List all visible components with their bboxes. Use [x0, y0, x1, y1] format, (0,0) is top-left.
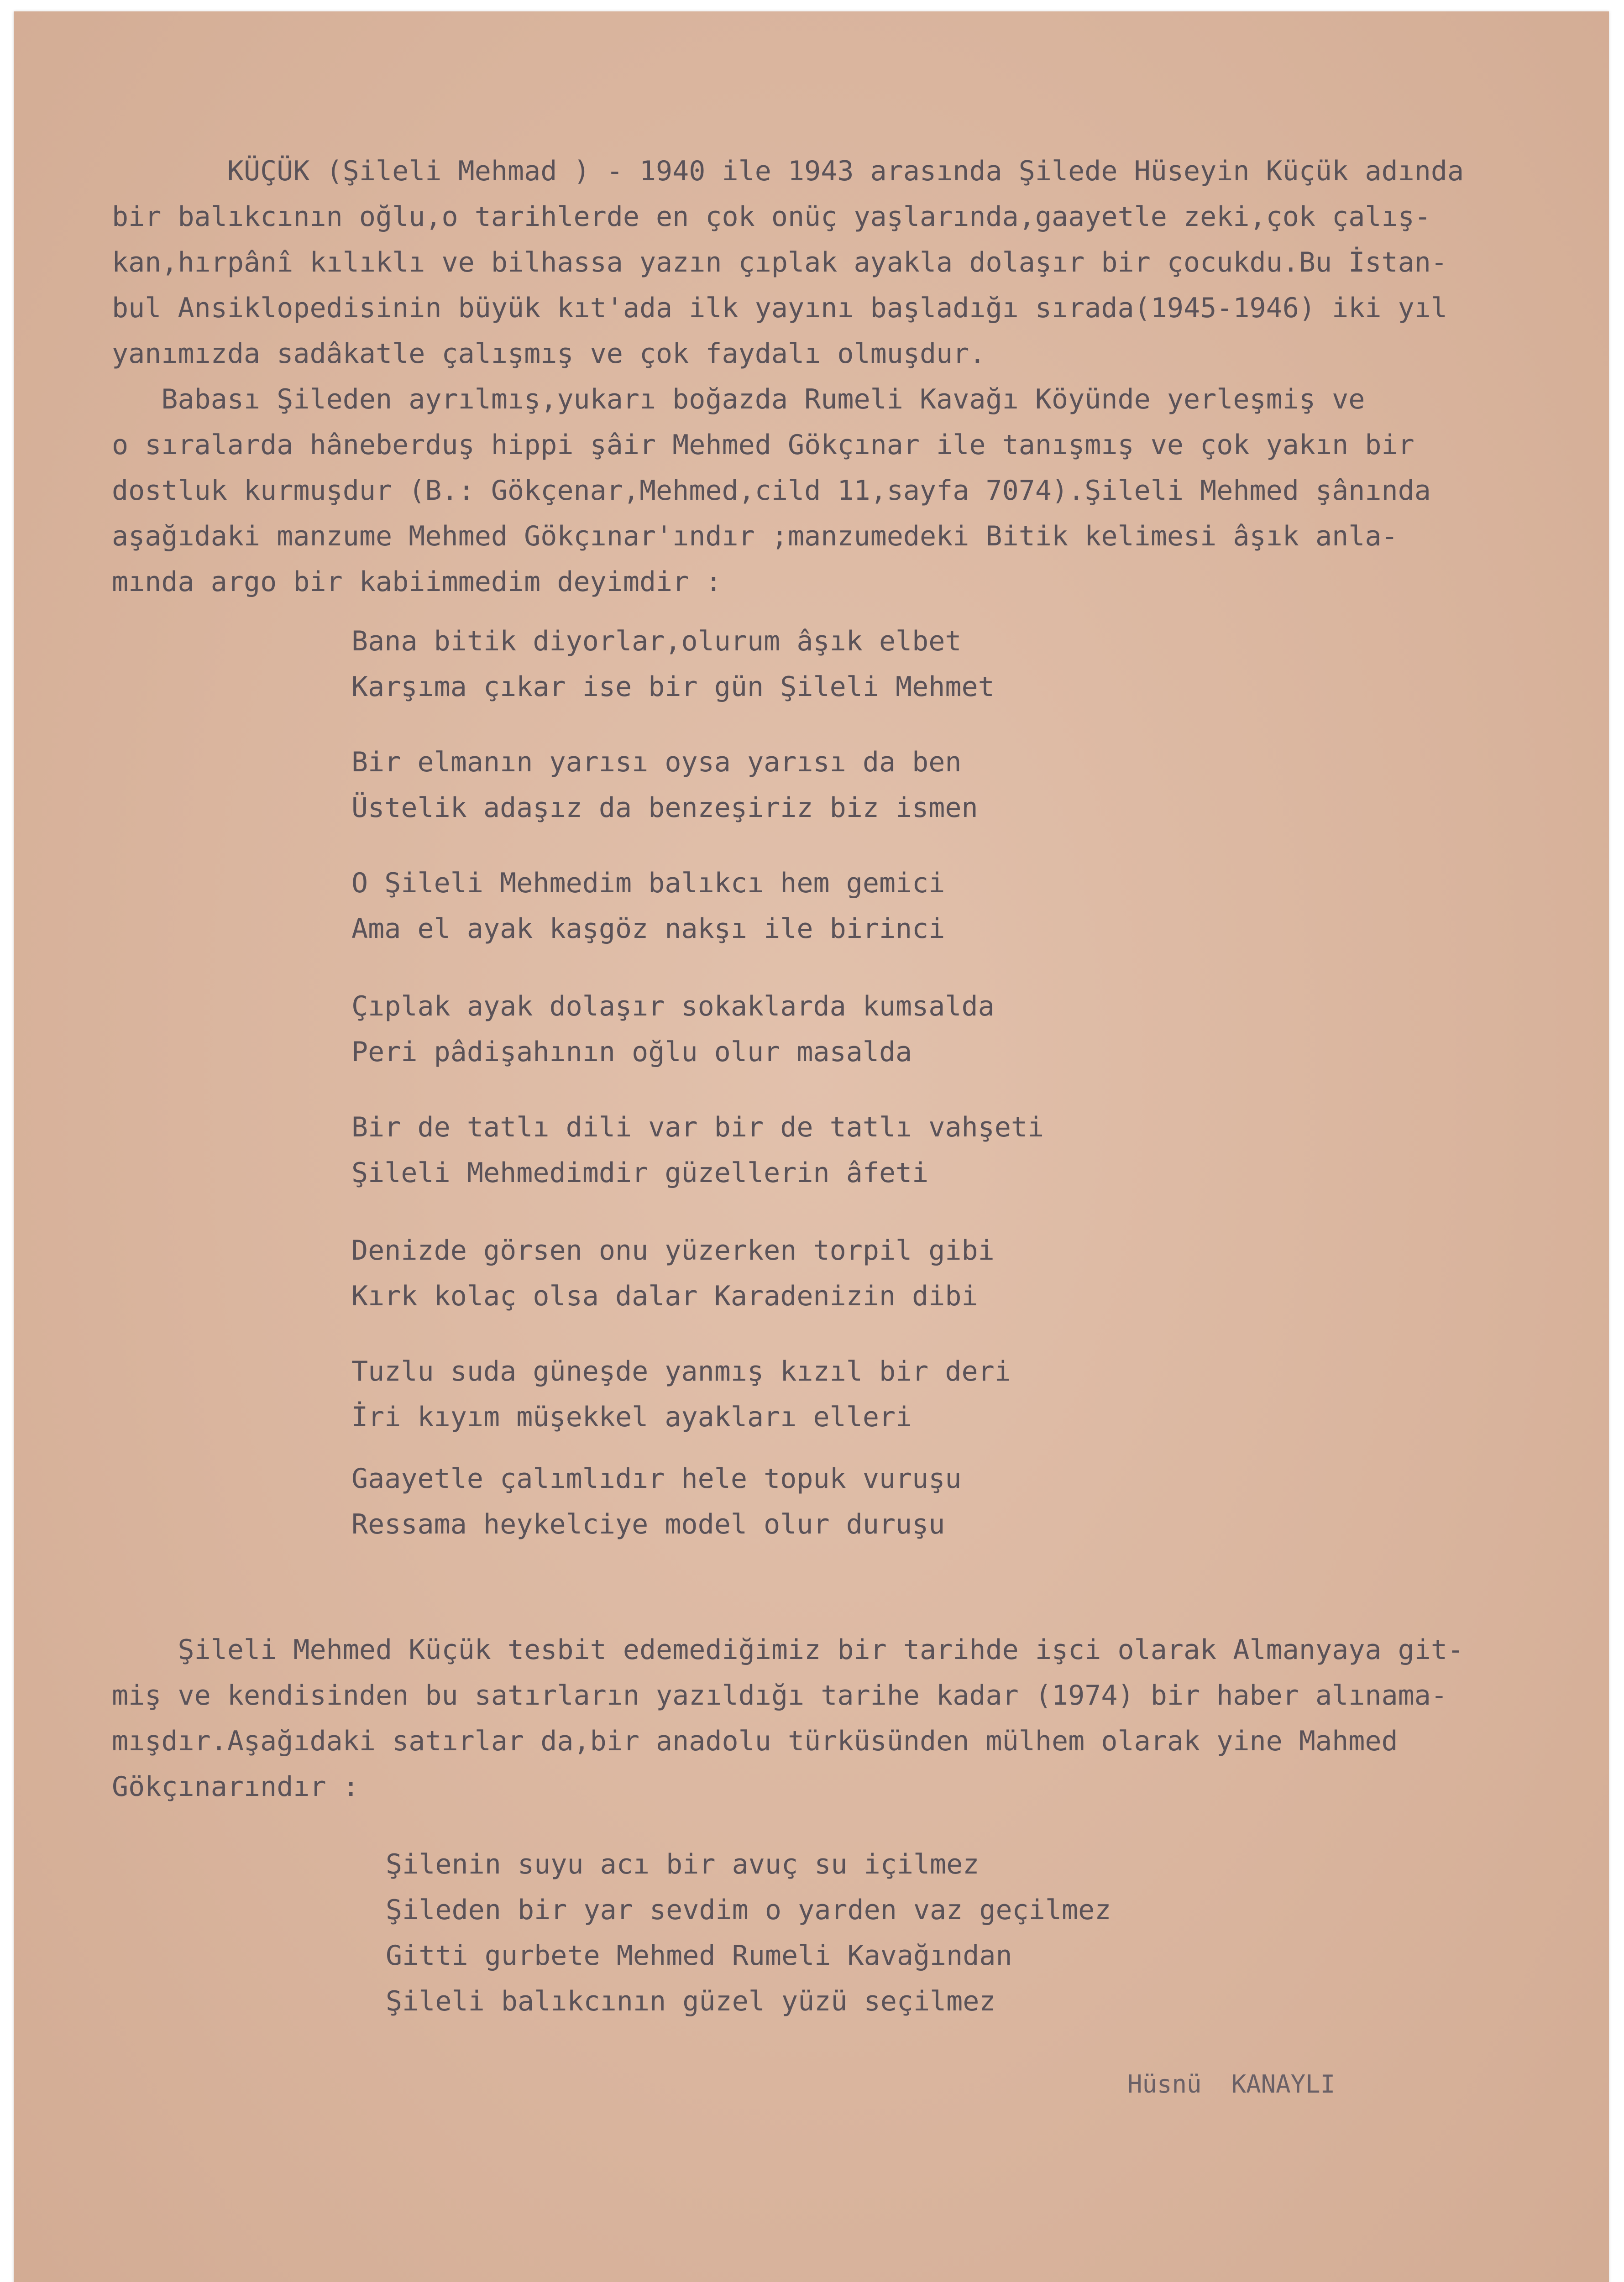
poem1-line-1: Bana bitik diyorlar,olurum âşık elbet [351, 625, 962, 657]
poem1-line-2: Karşıma çıkar ise bir gün Şileli Mehmet [351, 671, 995, 703]
poem1-line-20: İri kıyım müşekkel ayakları elleri [351, 1401, 912, 1433]
author-signature: Hüsnü KANAYLI [1127, 2070, 1336, 2099]
paragraph2-line-4: aşağıdaki manzume Mehmed Gökçınar'ındır ;manzumedeki Bitik kelimesi âşık anla- [112, 520, 1398, 552]
paragraph1-line-2: bir balıkcının oğlu,o tarihlerde en çok onüç yaşlarında,gaayetle zeki,çok çalış- [112, 201, 1431, 233]
paragraph1-line-1: KÜÇÜK (Şileli Mehmad ) - 1940 ile 1943 arasında Şilede Hüseyin Küçük adında [112, 155, 1464, 187]
poem1-line-23: Ressama heykelciye model olur duruşu [351, 1508, 945, 1540]
paragraph2-line-1: Babası Şileden ayrılmış,yukarı boğazda Rumeli Kavağı Köyünde yerleşmiş ve [112, 383, 1365, 415]
poem2-line-4: Şileli balıkcının güzel yüzü seçilmez [386, 1985, 996, 2017]
poem1-line-19: Tuzlu suda güneşde yanmış kızıl bir deri [351, 1356, 1011, 1387]
paragraph1-line-5: yanımızda sadâkatle çalışmış ve çok faydalı olmuşdur. [112, 338, 986, 370]
paragraph1-line-4: bul Ansiklopedisinin büyük kıt'ada ilk yayını başladığı sırada(1945-1946) iki yıl [112, 292, 1447, 324]
poem1-line-4: Bir elmanın yarısı oysa yarısı da ben [351, 746, 962, 778]
poem1-line-8: Ama el ayak kaşgöz nakşı ile birinci [351, 913, 945, 945]
paragraph3-line-1: Şileli Mehmed Küçük tesbit edemediğimiz bir tarihde işci olarak Almanyaya git- [112, 1634, 1464, 1666]
poem2-line-1: Şilenin suyu acı bir avuç su içilmez [386, 1848, 980, 1880]
typed-sheet [14, 11, 1609, 2282]
poem1-line-22: Gaayetle çalımlıdır hele topuk vuruşu [351, 1463, 962, 1495]
poem1-line-10: Çıplak ayak dolaşır sokaklarda kumsalda [351, 990, 995, 1022]
paragraph3-line-4: Gökçınarındır : [112, 1771, 359, 1803]
paragraph3-line-2: miş ve kendisinden bu satırların yazıldığı tarihe kadar (1974) bir haber alınama- [112, 1680, 1447, 1712]
poem1-line-16: Denizde görsen onu yüzerken torpil gibi [351, 1235, 995, 1267]
poem2-line-3: Gitti gurbete Mehmed Rumeli Kavağından [386, 1940, 1012, 1972]
poem1-line-17: Kırk kolaç olsa dalar Karadenizin dibi [351, 1280, 978, 1312]
poem1-line-13: Bir de tatlı dili var bir de tatlı vahşeti [351, 1111, 1044, 1143]
paragraph1-line-3: kan,hırpânî kılıklı ve bilhassa yazın çıplak ayakla dolaşır bir çocukdu.Bu İstan- [112, 246, 1447, 278]
poem1-line-11: Peri pâdişahının oğlu olur masalda [351, 1036, 912, 1068]
poem1-line-5: Üstelik adaşız da benzeşiriz biz ismen [351, 792, 978, 824]
paragraph2-line-3: dostluk kurmuşdur (B.: Gökçenar,Mehmed,cild 11,sayfa 7074).Şileli Mehmed şânında [112, 475, 1431, 507]
paragraph2-line-5: mında argo bir kabiimmedim deyimdir : [112, 566, 722, 598]
paragraph3-line-3: mışdır.Aşağıdaki satırlar da,bir anadolu türküsünden mülhem olarak yine Mahmed [112, 1725, 1398, 1757]
ink-correction-mark [424, 1633, 440, 1657]
poem1-line-14: Şileli Mehmedimdir güzellerin âfeti [351, 1157, 929, 1189]
poem2-line-2: Şileden bir yar sevdim o yarden vaz geçilmez [386, 1894, 1111, 1926]
poem1-line-7: O Şileli Mehmedim balıkcı hem gemici [351, 867, 945, 899]
paragraph2-line-2: o sıralarda hâneberduş hippi şâir Mehmed Gökçınar ile tanışmış ve çok yakın bir [112, 429, 1414, 461]
